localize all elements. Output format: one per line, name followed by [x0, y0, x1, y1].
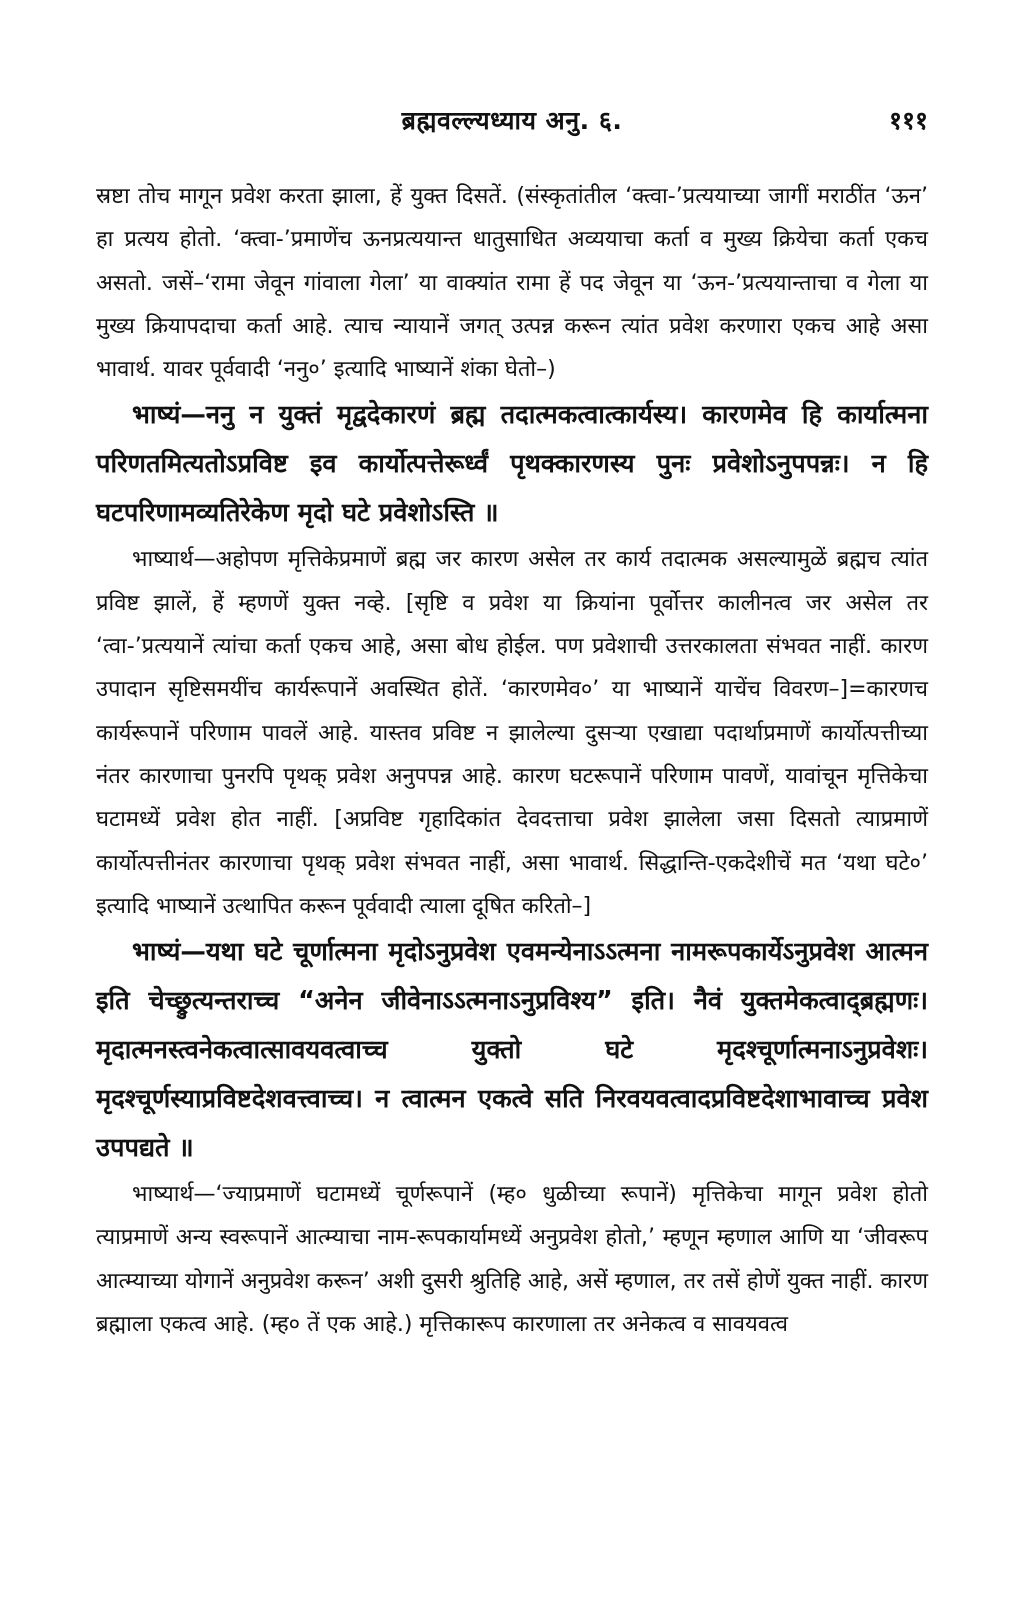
page-header — [96, 103, 928, 143]
bhashyartha-paragraph-1: भाष्यार्थ—अहोपण मृत्तिकेप्रमाणें ब्रह्म जर कारण असेल तर कार्य तदात्मक असल्यामुळें ब्रह्मच त्यांत प्रविष्ट झालें, हें म्हणणें युक्त नव्हे. [सृष्टि व प्रवेश या क्रियांना पूर्वोत्तर कालीनत्व जर असेल तर ‘त्वा-’प्रत्ययानें त्यांचा कर्ता एकच आहे, असा बोध होईल. पण प्रवेशाची उत्तरकालता संभवत नाहीं. कारण उपादान सृष्टिसमयींच कार्यरूपानें अवस्थित होतें. ‘कारणमेव०’ या भाष्यानें याचेंच विवरण–]=कारणच कार्यरूपानें परिणाम पावलें आहे. यास्तव प्रविष्ट न झालेल्या दुसऱ्या एखाद्या पदार्थाप्रमाणें कार्योत्पत्तीच्या नंतर कारणाचा पुनरपि पृथक् प्रवेश अनुपपन्न आहे. कारण घटरूपानें परिणाम पावणें, यावांचून मृत्तिकेचा घटामध्यें प्रवेश होत नाहीं. [अप्रविष्ट गृहादिकांत देवदत्ताचा प्रवेश झालेला जसा दिसतो त्याप्रमाणें कार्योत्पत्तीनंतर कारणाचा पृथक् प्रवेश संभवत नाहीं, असा भावार्थ. सिद्धान्ति-एकदेशीचें मत ‘यथा घटे०’ इत्यादि भाष्यानें उत्थापित करून पूर्ववादी त्याला दूषित करितो–] — [96, 547, 928, 919]
running-head: ब्रह्मवल्ल्यध्याय अनु. ६. — [401, 106, 623, 135]
bhashya-paragraph-1: भाष्यं—ननु न युक्तं मृद्वदेकारणं ब्रह्म तदात्मकत्वात्कार्यस्य। कारणमेव हि कार्यात्मना परिणतमित्यतोऽप्रविष्ट इव कार्योत्पत्तेरूर्ध्वं पृथक्कारणस्य पुनः प्रवेशोऽनुपपन्नः। न हि घटपरिणामव्यतिरेकेण मृदो घटे प्रवेशोऽस्ति ॥ — [96, 400, 928, 529]
bhashyartha-paragraph-2: भाष्यार्थ—‘ज्याप्रमाणें घटामध्यें चूर्णरूपानें (म्ह० धुळीच्या रूपानें) मृत्तिकेचा मागून प्रवेश होतो त्याप्रमाणें अन्य स्वरूपानें आत्म्याचा नाम-रूपकार्यामध्यें अनुप्रवेश होतो,’ म्हणून म्हणाल आणि या ‘जीवरूप आत्म्याच्या योगानें अनुप्रवेश करून’ अशी दुसरी श्रुतिहि आहे, असें म्हणाल, तर तसें होणें युक्त नाहीं. कारण ब्रह्माला एकत्व आहे. (म्ह० तें एक आहे.) मृत्तिकारूप कारणाला तर अनेकत्व व सावयवत्व — [96, 1182, 928, 1338]
bhashya-paragraph-2: भाष्यं—यथा घटे चूर्णात्मना मृदोऽनुप्रवेश एवमन्येनाऽऽत्मना नामरूपकार्येऽनुप्रवेश आत्मन इति चेच्छ्रुत्यन्तराच्च “अनेन जीवेनाऽऽत्मनाऽनुप्रविश्य” इति। नैवं युक्तमेकत्वाद्ब्रह्मणः। मृदात्मनस्त्वनेकत्वात्सावयवत्वाच्च युक्तो घटे मृदश्चूर्णात्मनाऽनुप्रवेशः। मृदश्चूर्णस्याप्रविष्टदेशवत्त्वाच्च। न त्वात्मन एकत्वे सति निरवयवत्वादप्रविष्टदेशाभावाच्च प्रवेश उपपद्यते ॥ — [96, 937, 928, 1164]
commentary-paragraph-continued: स्रष्टा तोच मागून प्रवेश करता झाला, हें युक्त दिसतें. (संस्कृतांतील ‘क्त्वा-’प्रत्ययाच्या जागीं मराठींत ‘ऊन’ हा प्रत्यय होतो. ‘क्त्वा-’प्रमाणेंच ऊनप्रत्ययान्त धातुसाधित अव्ययाचा कर्ता व मुख्य क्रियेचा कर्ता एकच असतो. जसें–‘रामा जेवून गांवाला गेला’ या वाक्यांत रामा हें पद जेवून या ‘ऊन-’प्रत्ययान्ताचा व गेला या मुख्य क्रियापदाचा कर्ता आहे. त्याच न्यायानें जगत् उत्पन्न करून त्यांत प्रवेश करणारा एकच आहे असा भावार्थ. यावर पूर्ववादी ‘ननु०’ इत्यादि भाष्यानें शंका घेतो–) — [96, 184, 928, 383]
body-text — [96, 175, 928, 1346]
page-number: १११ — [888, 106, 928, 135]
